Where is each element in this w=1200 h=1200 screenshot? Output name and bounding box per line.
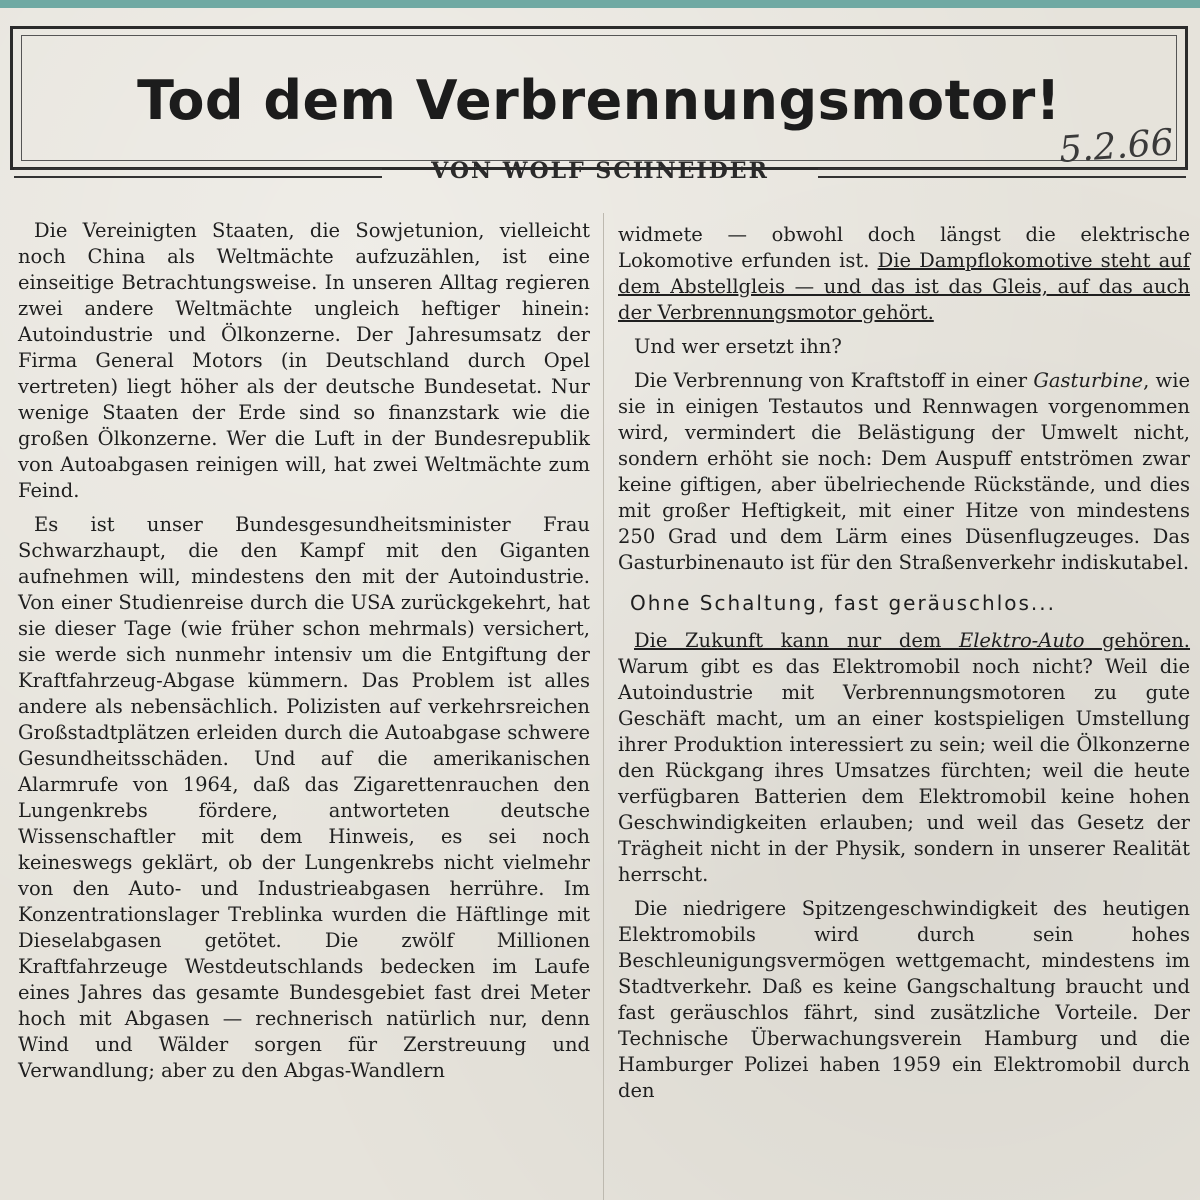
- right-paragraph-3-text-b: , wie sie in einigen Testautos und Rennwagen vorgenommen wird, vermindert die Belästigung der Umwelt nicht, sondern erhöht sie noch: Dem Auspuff entströmen zwar keine giftigen, aber übelriechende Rückstände, und dies mit großer Heftigkeit, mit einer Hitze von mindestens 250 Grad und dem Lärm eines Düsenflugzeuges. Das Gasturbinenauto ist für den Straßenverkehr indiskutabel.: [618, 369, 1190, 574]
- section-subheading: Ohne Schaltung, fast geräuschlos...: [630, 591, 1056, 615]
- newspaper-clipping: [0, 8, 1200, 1200]
- underlined-passage-1: Die Dampflokomotive steht auf dem Abstellgleis — und das ist das Gleis, auf das auch der Verbrennungsmotor gehört.: [618, 249, 1190, 324]
- right-paragraph-3: [618, 368, 1190, 576]
- left-paragraph-1: Die Vereinigten Staaten, die Sowjetunion, vielleicht noch China als Weltmächte aufzuzählen, ist eine einseitige Betrachtungsweise. In unseren Alltag regieren zwei andere Weltmächte ungleich heftiger hinein: Autoindustrie und Ölkonzerne. Der Jahresumsatz der Firma General Motors (in Deutschland durch Opel vertreten) liegt höher als der deutsche Bundesetat. Nur wenige Staaten der Erde sind so finanzstark wie die großen Ölkonzerne. Wer die Luft in der Bundesrepublik von Autoabgasen reinigen will, hat zwei Weltmächte zum Feind.: [18, 219, 590, 502]
- right-paragraph-1-text: widmete — obwohl doch längst die elektrische Lokomotive erfunden ist.: [618, 223, 1190, 272]
- byline-rule-left: [14, 168, 382, 178]
- right-paragraph-3-emphasis: Gasturbine: [1033, 369, 1144, 392]
- right-paragraph-4-emphasis: Elektro-Auto: [958, 629, 1085, 652]
- right-paragraph-1: [618, 222, 1190, 326]
- byline: VON WOLF SCHNEIDER: [431, 158, 769, 184]
- right-paragraph-5: Die niedrigere Spitzengeschwindigkeit des heutigen Elektromobils wird durch sein hohes Beschleunigungsvermögen wettgemacht, mindestens im Stadtverkehr. Daß es keine Gangschaltung braucht und fast geräuschlos fährt, sind zusätzliche Vorteile. Der Technische Überwachungsverein Hamburg und die Hamburger Polizei haben 1959 ein Elektromobil durch den: [618, 897, 1190, 1102]
- right-paragraph-4-text-a: Die Zukunft kann nur dem: [634, 629, 959, 652]
- byline-row: [0, 158, 1200, 184]
- right-paragraph-4-text-b: gehören.: [1084, 629, 1191, 652]
- right-paragraph-4: [618, 628, 1190, 888]
- underlined-passage-2: [634, 629, 1190, 652]
- column-divider: [603, 213, 604, 1200]
- right-paragraph-4-text-c: Warum gibt es das Elektromobil noch nicht? Weil die Autoindustrie mit Verbrennungsmotoren zu gute Geschäft macht, um an einer kostspieligen Umstellung ihrer Produktion interessiert zu sein; weil die Ölkonzerne den Rückgang ihres Umsatzes fürchten; weil die heute verfügbaren Batterien dem Elektromobil keine hohen Geschwindigkeiten erlauben; und weil das Gesetz der Trägheit nicht in der Physik, sondern in unserer Realität herrscht.: [618, 655, 1190, 886]
- left-column: [18, 218, 590, 1084]
- left-paragraph-2: Es ist unser Bundesgesundheitsminister Frau Schwarzhaupt, die den Kampf mit den Giganten aufnehmen will, mindestens den mit der Autoindustrie. Von einer Studienreise durch die USA zurückgekehrt, hat sie dieser Tage (wie früher schon mehrmals) versichert, sie werde sich nunmehr intensiv um die Entgiftung der Kraftfahrzeug-Abgase kümmern. Das Problem ist alles andere als nebensächlich. Polizisten auf verkehrsreichen Großstadtplätzen erleiden durch die Autoabgase schwere Gesundheitsschäden. Und auf die amerikanischen Alarmrufe von 1964, daß das Zigarettenrauchen den Lungenkrebs fördere, antworteten deutsche Wissenschaftler mit dem Hinweis, es sei noch keineswegs geklärt, ob der Lungenkrebs nicht vielmehr von den Auto- und Industrieabgasen herrühre. Im Konzentrationslager Treblinka wurden die Häftlinge mit Dieselabgasen getötet. Die zwölf Millionen Kraftfahrzeuge Westdeutschlands bedecken im Laufe eines Jahres das gesamte Bundesgebiet fast drei Meter hoch mit Abgasen — rechnerisch natürlich nur, denn Wind und Wälder sorgen für Zerstreuung und Verwandlung; aber zu den Abgas-Wandlern: [18, 513, 590, 1082]
- right-paragraph-3-text-a: Die Verbrennung von Kraftstoff in einer: [634, 369, 1034, 392]
- headline-frame: [10, 26, 1188, 170]
- headline: Tod dem Verbrennungsmotor!: [137, 69, 1061, 132]
- right-column: [618, 222, 1190, 1104]
- byline-rule-right: [818, 168, 1186, 178]
- right-paragraph-2: Und wer ersetzt ihn?: [634, 335, 842, 358]
- handwritten-date: 5.2.66: [1058, 122, 1176, 171]
